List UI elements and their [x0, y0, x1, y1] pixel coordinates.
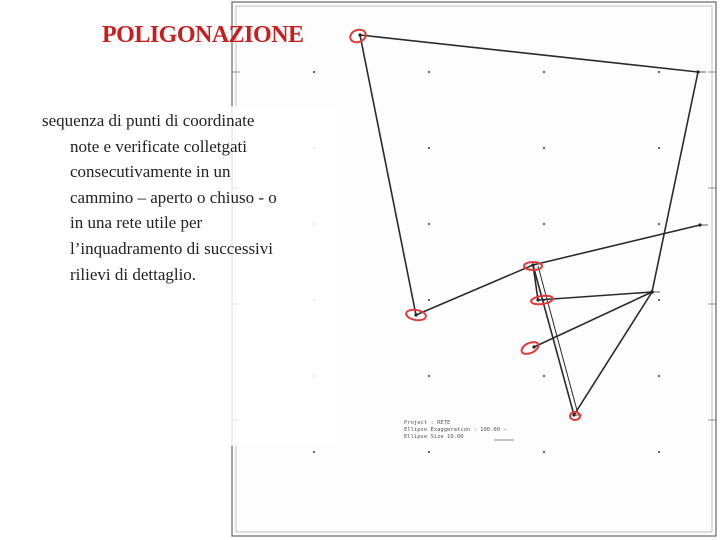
- paragraph-line: note e verificate colletgati: [70, 136, 247, 156]
- paragraph-line: l’inquadramento di successivi: [70, 238, 274, 258]
- paragraph-line: in una rete utile per: [70, 213, 203, 233]
- paragraph-line: rilievi di dettaglio.: [70, 264, 197, 284]
- legend-line: Project : RETE: [404, 420, 451, 426]
- paragraph-line: consecutivamente in un: [70, 162, 231, 182]
- definition-paragraph: [42, 108, 334, 287]
- plot-legend: [404, 420, 524, 441]
- paragraph-line: cammino – aperto o chiuso - o: [70, 187, 277, 207]
- legend-line: Ellipse Size 10.00: [404, 434, 464, 440]
- paragraph-line: sequenza di punti di coordinate: [42, 111, 255, 130]
- slide-title: POLIGONAZIONE: [102, 22, 304, 48]
- legend-line: Ellipse Exaggeration : 100.00 —: [404, 427, 507, 433]
